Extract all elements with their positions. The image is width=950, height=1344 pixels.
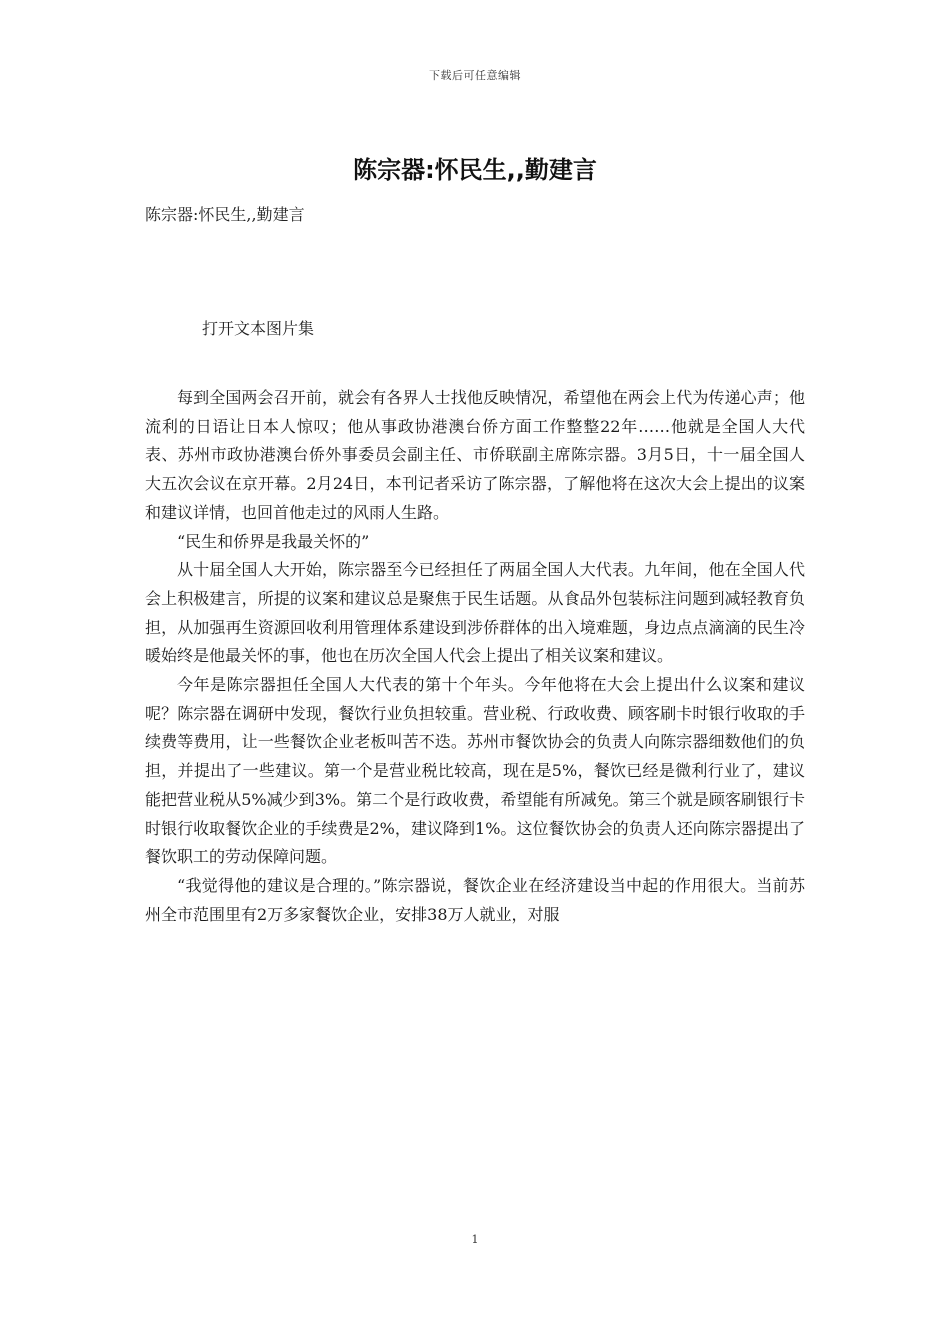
document-subtitle: 陈宗器:怀民生,,勤建言 bbox=[145, 205, 305, 224]
paragraph: 今年是陈宗器担任全国人大代表的第十个年头。今年他将在大会上提出什么议案和建议呢？陈宗器在调研中发现，餐饮行业负担较重。营业税、行政收费、顾客刷卡时银行收取的手续费等费用，让一些餐饮企业老板叫苦不迭。苏州市餐饮协会的负责人向陈宗器细数他们的负担，并提出了一些建议。第一个是营业税比较高，现在是5%，餐饮已经是微利行业了，建议能把营业税从5%减少到3%。第二个是行政收费，希望能有所减免。第三个就是顾客刷银行卡时银行收取餐饮企业的手续费是2%，建议降到1%。这位餐饮协会的负责人还向陈宗器提出了餐饮职工的劳动保障问题。 bbox=[145, 675, 805, 867]
open-image-gallery-link[interactable]: 打开文本图片集 bbox=[202, 319, 315, 338]
page-number: 1 bbox=[471, 1233, 479, 1246]
document-title: 陈宗器:怀民生,,勤建言 bbox=[353, 156, 597, 184]
section-heading: “民生和侨界是我最关怀的” bbox=[177, 531, 370, 551]
article-body bbox=[145, 384, 805, 929]
paragraph-intro: 每到全国两会召开前，就会有各界人士找他反映情况，希望他在两会上代为传递心声；他流利的日语让日本人惊叹；他从事政协港澳台侨方面工作整整22年……他就是全国人大代表、苏州市政协港澳台侨外事委员会副主任、市侨联副主席陈宗器。3月5日，十一届全国人大五次会议在京开幕。2月24日，本刊记者采访了陈宗器，了解他将在这次大会上提出的议案和建议详情，也回首他走过的风雨人生路。 bbox=[145, 388, 805, 522]
paragraph: 从十届全国人大开始，陈宗器至今已经担任了两届全国人大代表。九年间，他在全国人代会上积极建言，所提的议案和建议总是聚焦于民生话题。从食品外包装标注问题到减轻教育负担，从加强再生资源回收利用管理体系建设到涉侨群体的出入境难题，身边点点滴滴的民生冷暖始终是他最关怀的事，他也在历次全国人代会上提出了相关议案和建议。 bbox=[145, 560, 805, 666]
paragraph: “我觉得他的建议是合理的。”陈宗器说，餐饮企业在经济建设当中起的作用很大。当前苏州全市范围里有2万多家餐饮企业，安排38万人就业，对服 bbox=[145, 875, 805, 924]
page-header-note: 下载后可任意编辑 bbox=[429, 69, 521, 82]
